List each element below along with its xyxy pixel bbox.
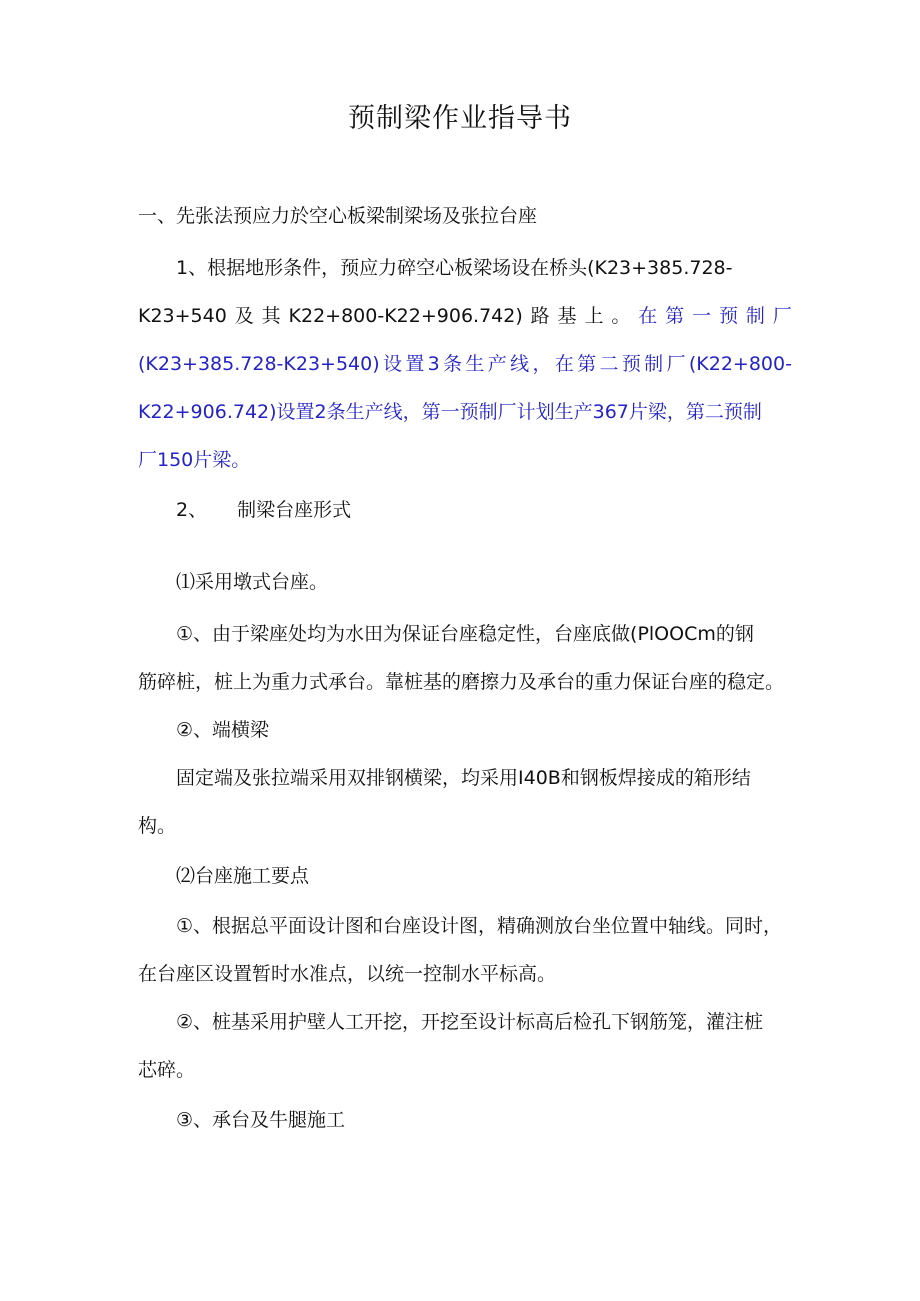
paragraph-1-line-3-word: 线 (510, 353, 530, 375)
clause-2-heading: ②、端横梁 (176, 719, 270, 741)
clause-2-body-line-1: 固定端及张拉端采用双排钢横梁，均采用I40B和钢板焊接成的箱形结 (176, 767, 751, 789)
document-title: 预制梁作业指导书 (348, 103, 572, 134)
paragraph-1-line-2-word: K22+800-K22+906.742) (288, 305, 523, 327)
step-2-line-2: 芯碎。 (138, 1059, 196, 1081)
paragraph-1-line-5: 厂150片梁。 (138, 449, 251, 471)
paragraph-1-line-3-word: 3 (427, 353, 440, 375)
paragraph-1-line-2-word: K23+540 (138, 305, 227, 327)
paragraph-1-line-3-word: 厂 (666, 353, 686, 375)
paragraph-1-line-2-word: 及 (234, 305, 254, 327)
paragraph-1-line-2-word: 上 (584, 305, 604, 327)
paragraph-1-line-1: 1、根据地形条件，预应力碎空心板梁场设在桥头(K23+385.728- (176, 257, 733, 279)
paragraph-1-line-3-word: (K22+800- (688, 353, 792, 375)
clause-2-body-line-2: 构。 (138, 815, 177, 837)
section-heading: 一、先张法预应力於空心板梁制梁场及张拉台座 (138, 205, 538, 227)
step-2-line-1: ②、桩基采用护壁人工开挖，开挖至设计标高后检孔下钢筋笼，灌注桩 (176, 1011, 764, 1033)
paragraph-1-line-3-word: ， (532, 353, 552, 375)
item-2-heading (176, 496, 351, 524)
step-1-line-2: 在台座区设置暂时水准点，以统一控制水平标高。 (138, 963, 557, 985)
paragraph-1-line-2-blue-word: 一 (692, 305, 712, 327)
paragraph-1-line-3 (138, 350, 792, 378)
paragraph-1-line-2-blue-word: 第 (665, 305, 685, 327)
item-2-number: 2、 (176, 499, 208, 521)
paragraph-1-line-2-blue-word: 在 (638, 305, 658, 327)
paragraph-1-line-2-word: 基 (557, 305, 577, 327)
clause-1-line-1: ①、由于梁座处均为水田为保证台座稳定性，台座底做(PlOOCm的钢 (176, 623, 754, 645)
paragraph-1-line-3-word: 设 (382, 353, 402, 375)
paragraph-1-line-2-word: 其 (261, 305, 281, 327)
subsection-2: ⑵台座施工要点 (176, 865, 310, 887)
item-2-text: 制梁台座形式 (237, 499, 352, 521)
paragraph-1-line-4: K22+906.742)设置2条生产线，第一预制厂计划生产367片梁，第二预制 (138, 401, 762, 423)
paragraph-1-line-3-word: 预 (621, 353, 641, 375)
paragraph-1-line-3-word: 二 (599, 353, 619, 375)
subsection-1: ⑴采用墩式台座。 (176, 571, 329, 593)
paragraph-1-line-2-blue-word: 制 (745, 305, 765, 327)
paragraph-1-line-3-word: 第 (577, 353, 597, 375)
paragraph-1-line-3-word: 条 (443, 353, 463, 375)
paragraph-1-line-3-word: (K23+385.728-K23+540) (138, 353, 380, 375)
paragraph-1-line-3-word: 产 (487, 353, 507, 375)
paragraph-1-line-3-word: 制 (644, 353, 664, 375)
paragraph-1-line-3-word: 置 (405, 353, 425, 375)
paragraph-1-line-2-blue-word: 预 (718, 305, 738, 327)
paragraph-1-line-2-blue-word: 厂 (772, 305, 792, 327)
paragraph-1-line-2-word: 路 (530, 305, 550, 327)
step-1-line-1: ①、根据总平面设计图和台座设计图，精确测放台坐位置中轴线。同时， (176, 915, 783, 937)
paragraph-1-line-2-word: 。 (611, 305, 631, 327)
step-3-heading: ③、承台及牛腿施工 (176, 1109, 346, 1131)
paragraph-1-line-3-word: 在 (554, 353, 574, 375)
paragraph-1-line-2 (138, 302, 792, 330)
clause-1-line-2: 筋碎桩，桩上为重力式承台。靠桩基的磨擦力及承台的重力保证台座的稳定。 (138, 671, 785, 693)
paragraph-1-line-3-word: 生 (465, 353, 485, 375)
